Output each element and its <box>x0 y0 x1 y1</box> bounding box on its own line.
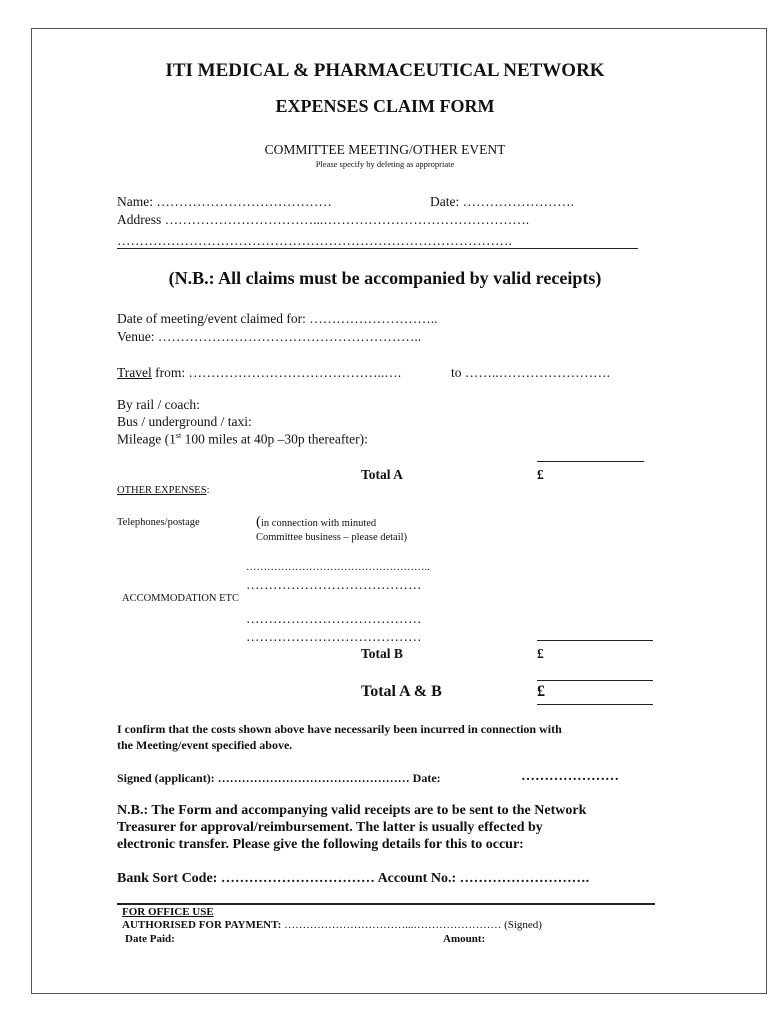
mileage-label <box>117 431 368 448</box>
telephones-note <box>256 514 376 531</box>
total-ab-underline <box>537 704 653 705</box>
nb-line1: N.B.: The Form and accompanying valid receipts are to be sent to the Network <box>117 803 587 818</box>
signature-date-field[interactable]: ………………… <box>521 769 619 784</box>
telephones-detail-line2[interactable]: ………………………………… <box>246 577 422 592</box>
telephones-note2: Committee business – please detail) <box>256 532 408 543</box>
total-ab-rule <box>537 680 653 681</box>
travel-from-text: from: ……………………………………..…. <box>155 365 402 380</box>
total-b-currency: £ <box>537 646 544 661</box>
mileage-post: 100 miles at 40p –30p thereafter): <box>181 431 368 447</box>
travel-label: Travel <box>117 365 152 380</box>
paren-open: ( <box>256 514 261 530</box>
address-field-line2[interactable]: ……………………………………………………………………………. <box>117 233 512 248</box>
total-b-rule <box>537 640 653 641</box>
divider <box>117 248 638 249</box>
total-a-rule <box>537 461 644 462</box>
confirmation-line2: the Meeting/event specified above. <box>117 738 293 752</box>
telephones-label: Telephones/postage <box>117 517 200 528</box>
confirmation-line1: I confirm that the costs shown above have necessarily been incurred in connection with <box>117 722 562 736</box>
authorised-row <box>122 919 542 931</box>
other-expenses-colon: : <box>206 485 210 496</box>
event-type: COMMITTEE MEETING/OTHER EVENT <box>264 142 506 157</box>
event-note: Please specify by deleting as appropriate <box>315 159 455 169</box>
date-field[interactable]: Date: ……………………. <box>430 194 574 209</box>
mileage-sup: st <box>175 431 182 440</box>
accommodation-label: ACCOMMODATION ETC <box>122 593 239 604</box>
meeting-date-field[interactable]: Date of meeting/event claimed for: ……………………….. <box>117 311 438 326</box>
authorised-label: AUTHORISED FOR PAYMENT: <box>122 919 282 931</box>
other-expenses-heading <box>117 485 209 496</box>
telephones-note1: in connection with minuted <box>261 518 377 529</box>
total-ab-currency: £ <box>537 683 545 700</box>
other-expenses-text: OTHER EXPENSES <box>117 485 207 496</box>
name-field[interactable]: Name: ………………………………… <box>117 194 332 209</box>
authorised-dots[interactable]: ……………………………...…………………… <box>284 919 502 931</box>
total-b-label: Total B <box>361 646 403 661</box>
rail-label: By rail / coach: <box>117 397 200 412</box>
accommodation-detail-line1[interactable]: ………………………………… <box>246 611 422 626</box>
form-subtitle: EXPENSES CLAIM FORM <box>275 96 495 116</box>
travel-to-field[interactable]: to ……..……………………. <box>451 365 611 380</box>
mileage-pre: Mileage (1 <box>117 431 176 447</box>
bus-label: Bus / underground / taxi: <box>117 414 252 429</box>
telephones-detail-line1[interactable]: …………………………………………….. <box>246 562 430 573</box>
nb-line2: Treasurer for approval/reimbursement. The latter is usually effected by <box>117 820 543 835</box>
office-use-heading: FOR OFFICE USE <box>122 906 214 918</box>
office-divider <box>117 903 655 905</box>
receipts-notice: (N.B.: All claims must be accompanied by valid receipts) <box>168 268 602 288</box>
travel-from-field[interactable] <box>117 365 401 381</box>
total-a-currency: £ <box>537 467 544 482</box>
address-field[interactable]: Address ……………………………...………………………………………. <box>117 212 530 227</box>
bank-details-field[interactable]: Bank Sort Code: …………………………… Account No.: ………………………. <box>117 871 590 886</box>
date-paid-label: Date Paid: <box>125 933 175 945</box>
accommodation-detail-line2[interactable]: ………………………………… <box>246 629 422 644</box>
total-ab-label: Total A & B <box>361 683 442 700</box>
total-a-label: Total A <box>361 467 403 482</box>
amount-label: Amount: <box>443 933 486 945</box>
signature-field[interactable]: Signed (applicant): ………………………………………… Date: <box>117 771 441 785</box>
authorised-signed: (Signed) <box>504 919 542 931</box>
nb-line3: electronic transfer. Please give the following details for this to occur: <box>117 837 524 852</box>
form-title: ITI MEDICAL & PHARMACEUTICAL NETWORK <box>165 60 605 81</box>
venue-field[interactable]: Venue: ………………………………………………….. <box>117 329 422 344</box>
